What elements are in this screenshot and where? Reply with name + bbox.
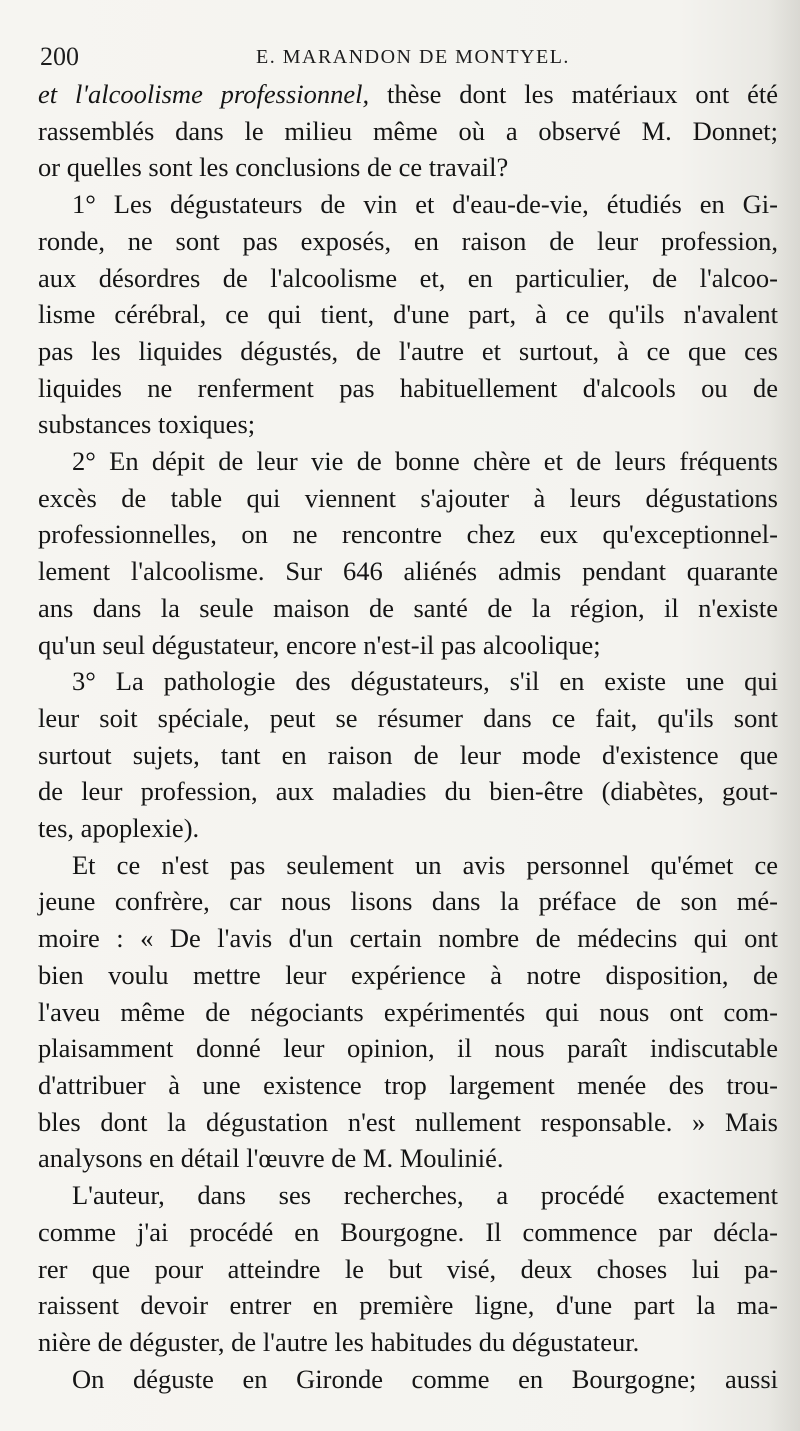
line-text: 2° En dépit de leur vie de bonne chère et de leurs fréquents xyxy=(72,446,778,477)
text-line xyxy=(38,957,778,994)
line-text: bles dont la dégustation n'est nullement responsable. » Mais xyxy=(38,1106,778,1137)
line-text: raissent devoir entrer en première ligne, d'une part la ma- xyxy=(38,1290,778,1321)
text-line xyxy=(38,1140,778,1177)
line-text: lement l'alcoolisme. Sur 646 aliénés admis pendant quarante xyxy=(38,556,778,587)
line-text: surtout sujets, tant en raison de leur mode d'existence que xyxy=(38,739,778,770)
body-text xyxy=(38,76,778,1397)
text-line xyxy=(38,810,778,847)
line-text: d'attribuer à une existence trop largement menée des trou- xyxy=(38,1069,778,1100)
line-text: 1° Les dégustateurs de vin et d'eau-de-vie, étudiés en Gi- xyxy=(72,189,778,220)
text-line xyxy=(38,1361,778,1398)
line-text: substances toxiques; xyxy=(38,409,256,440)
line-text: tes, apoplexie). xyxy=(38,813,200,844)
text-line xyxy=(38,1177,778,1214)
text-line xyxy=(38,113,778,150)
text-line xyxy=(38,516,778,553)
page-header xyxy=(40,40,780,76)
text-line xyxy=(38,737,778,774)
text-line xyxy=(38,1030,778,1067)
line-text: l'aveu même de négociants expérimentés qui nous ont com- xyxy=(38,996,778,1027)
text-line xyxy=(38,553,778,590)
text-line xyxy=(38,333,778,370)
text-line xyxy=(38,370,778,407)
line-text: plaisamment donné leur opinion, il nous paraît indiscutable xyxy=(38,1033,778,1064)
text-line xyxy=(38,627,778,664)
text-line xyxy=(38,149,778,186)
line-text: nière de déguster, de l'autre les habitudes du dégustateur. xyxy=(38,1326,640,1357)
line-text: leur soit spéciale, peut se résumer dans ce fait, qu'ils sont xyxy=(38,702,778,733)
page-number: 200 xyxy=(40,42,79,71)
text-line xyxy=(38,186,778,223)
line-text: lisme cérébral, ce qui tient, d'une part, à ce qu'ils n'avalent xyxy=(38,299,778,330)
line-text: liquides ne renferment pas habituellement d'alcools ou de xyxy=(38,372,778,403)
line-text: excès de table qui viennent s'ajouter à leurs dégustations xyxy=(38,482,778,513)
line-text: thèse dont les matériaux ont été xyxy=(369,79,778,109)
line-text: pas les liquides dégustés, de l'autre et surtout, à ce que ces xyxy=(38,335,778,366)
line-text: On déguste en Gironde comme en Bourgogne; aussi xyxy=(72,1363,778,1394)
text-line xyxy=(38,1324,778,1361)
line-text: aux désordres de l'alcoolisme et, en particulier, de l'alcoo- xyxy=(38,262,778,293)
line-text: comme j'ai procédé en Bourgogne. Il commence par décla- xyxy=(38,1216,778,1247)
line-text: jeune confrère, car nous lisons dans la préface de son mé- xyxy=(38,886,778,917)
line-text: qu'un seul dégustateur, encore n'est-il pas alcoolique; xyxy=(38,629,601,660)
text-line xyxy=(38,76,778,113)
text-line xyxy=(38,883,778,920)
line-text: L'auteur, dans ses recherches, a procédé exactement xyxy=(72,1180,778,1211)
text-line xyxy=(38,443,778,480)
line-text: analysons en détail l'œuvre de M. Moulinié. xyxy=(38,1143,504,1174)
line-text: 3° La pathologie des dégustateurs, s'il en existe une qui xyxy=(72,666,778,697)
line-text: professionnelles, on ne rencontre chez eux qu'exceptionnel- xyxy=(38,519,778,550)
line-text: de leur profession, aux maladies du bien-être (diabètes, gout- xyxy=(38,776,778,807)
text-line xyxy=(38,700,778,737)
line-text: rassemblés dans le milieu même où a observé M. Donnet; xyxy=(38,115,778,146)
text-line xyxy=(38,1287,778,1324)
text-line xyxy=(38,260,778,297)
line-text: Et ce n'est pas seulement un avis personnel qu'émet ce xyxy=(72,849,778,880)
line-text: or quelles sont les conclusions de ce travail? xyxy=(38,152,509,183)
running-head: E. MARANDON DE MONTYEL. xyxy=(256,46,570,68)
text-line xyxy=(38,1104,778,1141)
text-line xyxy=(38,406,778,443)
text-line xyxy=(38,590,778,627)
line-text: ans dans la seule maison de santé de la région, il n'existe xyxy=(38,592,778,623)
text-line xyxy=(38,920,778,957)
text-line xyxy=(38,773,778,810)
text-line xyxy=(38,994,778,1031)
text-line xyxy=(38,1214,778,1251)
text-line xyxy=(38,1067,778,1104)
text-line xyxy=(38,1251,778,1288)
line-text: ronde, ne sont pas exposés, en raison de leur profession, xyxy=(38,225,778,256)
text-line xyxy=(38,296,778,333)
line-text: rer que pour atteindre le but visé, deux choses lui pa- xyxy=(38,1253,778,1284)
line-text: moire : « De l'avis d'un certain nombre de médecins qui ont xyxy=(38,923,778,954)
text-line xyxy=(38,223,778,260)
text-line xyxy=(38,480,778,517)
text-line xyxy=(38,663,778,700)
text-line xyxy=(38,847,778,884)
line-text: bien voulu mettre leur expérience à notre disposition, de xyxy=(38,959,778,990)
italic-title: et l'alcoolisme professionnel, xyxy=(38,79,370,109)
